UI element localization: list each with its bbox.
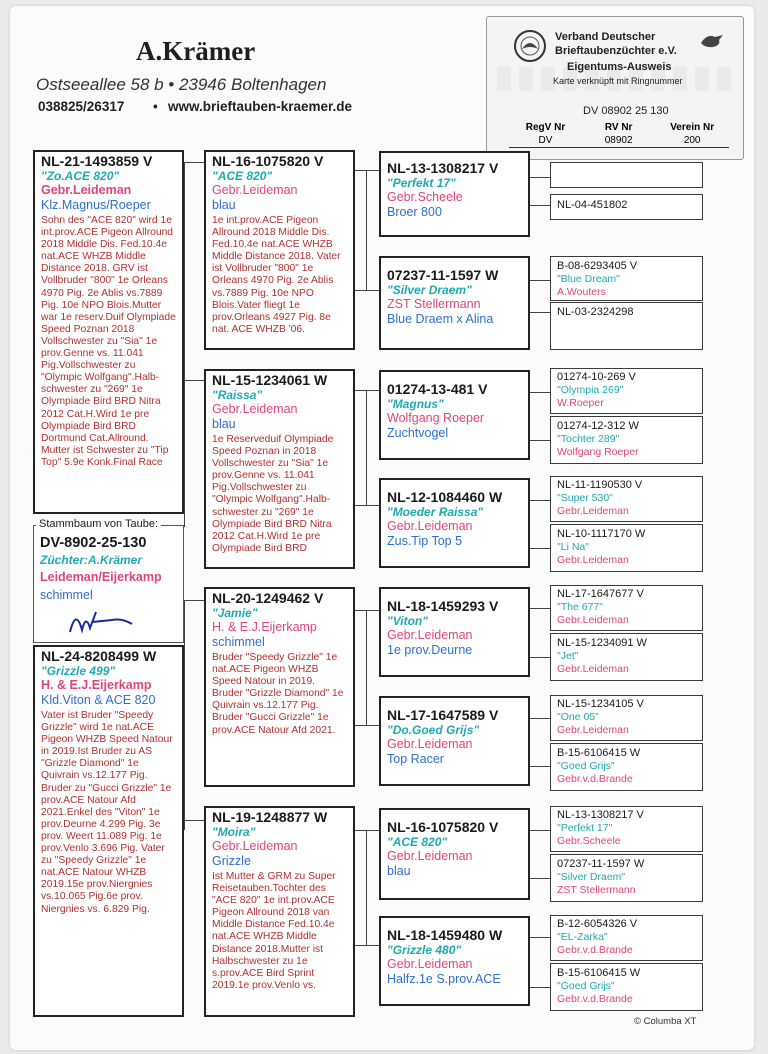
- card-org-line1: Verband Deutscher: [555, 31, 656, 43]
- gen4-ring: NL-03-2324298: [557, 306, 634, 318]
- gen4-name: "Jet": [557, 650, 579, 662]
- breeder-phone: 038825/26317: [38, 99, 125, 114]
- gen2-ring: NL-15-1234061 W: [212, 372, 328, 388]
- gen4-owner: Gebr.Leideman: [557, 663, 629, 675]
- gen3-color: Halfz.1e S.prov.ACE: [387, 972, 501, 986]
- gen3-owner: Gebr.Scheele: [387, 190, 463, 204]
- gen4-ring: NL-17-1647677 V: [557, 588, 644, 600]
- card-value-verein: 200: [655, 134, 729, 148]
- header-bullet: •: [153, 99, 158, 114]
- gen3-name: "Do.Goed Grijs": [387, 723, 480, 737]
- gen2-name: "Moira": [212, 825, 256, 839]
- gen2-card[interactable]: [204, 150, 355, 350]
- gen2-owner: Gebr.Leideman: [212, 402, 298, 416]
- gen3-ring: 07237-11-1597 W: [387, 267, 499, 283]
- gen3-name: "Perfekt 17": [387, 176, 456, 190]
- gen3-color: Broer 800: [387, 205, 442, 219]
- gen2-owner: Gebr.Leideman: [212, 839, 298, 853]
- gen3-ring: NL-18-1459480 W: [387, 927, 503, 943]
- gen3-name: "Moeder Raissa": [387, 505, 484, 519]
- gen4-card[interactable]: [550, 162, 703, 188]
- vdb-logo-icon: [513, 29, 547, 63]
- gen4-name: "Perfekt 17": [557, 822, 613, 834]
- gen3-card[interactable]: [379, 587, 530, 677]
- footer-copyright: © Columba XT: [634, 1016, 697, 1027]
- gen3-color: Top Racer: [387, 752, 444, 766]
- sire-owner: Gebr.Leideman: [41, 183, 132, 197]
- gen2-name: "Jamie": [212, 606, 258, 620]
- gen4-name: "Tochter 289": [557, 433, 620, 445]
- gen4-owner: Gebr.v.d.Brande: [557, 944, 633, 956]
- connector: [366, 390, 367, 505]
- gen4-name: "Li Na": [557, 541, 589, 553]
- gen4-name: "One 05": [557, 711, 599, 723]
- gen3-owner: Gebr.Leideman: [387, 737, 473, 751]
- connector: [366, 170, 367, 290]
- gen4-ring: 01274-12-312 W: [557, 420, 639, 432]
- gen3-owner: ZST Stellermann: [387, 297, 481, 311]
- gen3-card[interactable]: [379, 151, 530, 237]
- gen2-card[interactable]: [204, 369, 355, 569]
- pigeon-icon: [699, 31, 725, 51]
- card-value-rv: 08902: [582, 134, 655, 148]
- connector: [530, 205, 550, 206]
- gen3-card[interactable]: [379, 370, 530, 460]
- dam-ring: NL-24-8208499 W: [41, 648, 157, 664]
- gen4-ring: NL-13-1308217 V: [557, 809, 644, 821]
- dam-owner: H. & E.J.Eijerkamp: [41, 678, 152, 692]
- gen4-ring: B-12-6054326 V: [557, 918, 638, 930]
- gen4-owner: W.Roeper: [557, 397, 604, 409]
- gen4-name: "Super 530": [557, 492, 613, 504]
- gen4-card[interactable]: [550, 806, 703, 852]
- breeder-website[interactable]: www.brieftauben-kraemer.de: [168, 99, 353, 114]
- gen3-ring: 01274-13-481 V: [387, 381, 488, 397]
- gen4-card[interactable]: [550, 915, 703, 961]
- gen2-owner: Gebr.Leideman: [212, 183, 298, 197]
- connector: [530, 280, 550, 281]
- gen4-owner: Gebr.Leideman: [557, 724, 629, 736]
- gen4-ring: 07237-11-1597 W: [557, 858, 645, 870]
- dam-description: Vater ist Bruder "Speedy Grizzle" wird 1e nat.ACE Pigeon WHZB Speed Natour in 2019.Ist Bruder zu AS "Grizzle Diamond" 1e Quivrain vs.12.177 Pig. Bruder zu "Gucci Grizzle" 1e prov.ACE Natour Afd 2021.Enkel des "Viton" 1e prov.Deurne 4.299 Pig. 3e prov. Weert 11.089 Pig. 1e prov.Venlo 3.696 Pig. Vater zu "Speedy Grizzle" 1e nat.ACE Natour WHZB 2019.15e prov.Niergnies vs.10.065 Pig.6e prov. Niergnies vs. 6.829 Pig.: [41, 710, 173, 915]
- gen3-ring: NL-16-1075820 V: [387, 819, 499, 835]
- gen4-card[interactable]: [550, 585, 703, 631]
- gen3-name: "Grizzle 480": [387, 943, 462, 957]
- subject-ring: DV-8902-25-130: [40, 535, 147, 551]
- gen4-owner: Gebr.Leideman: [557, 505, 629, 517]
- dam-name: "Grizzle 499": [41, 664, 116, 678]
- gen2-card[interactable]: [204, 587, 355, 787]
- gen3-ring: NL-18-1459293 V: [387, 598, 499, 614]
- connector: [355, 170, 379, 171]
- gen2-card[interactable]: [204, 806, 355, 1017]
- gen4-ring: NL-11-1190530 V: [557, 479, 643, 491]
- gen4-ring: NL-15-1234091 W: [557, 637, 647, 649]
- gen4-name: "Goed Grijs": [557, 760, 615, 772]
- gen4-owner: Wolfgang Roeper: [557, 446, 639, 458]
- gen4-ring: NL-10-1117170 W: [557, 528, 646, 540]
- subject-caption: Stammbaum von Taube:: [36, 518, 161, 530]
- card-value-regv: DV: [509, 134, 582, 148]
- gen4-name: "Blue Dream": [557, 273, 620, 285]
- gen4-card[interactable]: [550, 963, 703, 1011]
- gen4-ring: NL-15-1234105 V: [557, 698, 644, 710]
- gen4-card[interactable]: [550, 302, 703, 350]
- breeder-address: Ostseeallee 58 b • 23946 Boltenhagen: [36, 75, 327, 94]
- dam-color: Kld.Viton & ACE 820: [41, 693, 156, 707]
- gen4-card[interactable]: [550, 416, 703, 464]
- connector: [184, 600, 204, 601]
- connector: [355, 390, 379, 391]
- connector: [366, 830, 367, 945]
- gen4-owner: Gebr.v.d.Brande: [557, 993, 633, 1005]
- card-org-line2: Brieftaubenzüchter e.V.: [555, 45, 677, 57]
- gen4-name: "EL-Zarka": [557, 931, 608, 943]
- gen4-owner: A.Wouters: [557, 286, 606, 298]
- gen3-color: Zuchtvogel: [387, 426, 449, 440]
- connector: [355, 725, 379, 726]
- card-header-regv: RegV Nr: [525, 122, 566, 133]
- connector: [530, 177, 550, 178]
- connector: [184, 162, 185, 527]
- gen4-card[interactable]: [550, 476, 703, 522]
- connector: [530, 608, 550, 609]
- subject-card[interactable]: [33, 525, 184, 643]
- gen4-name: "The 677": [557, 601, 603, 613]
- gen4-card[interactable]: [550, 524, 703, 572]
- card-subtitle: Karte verknüpft mit Ringnummer: [553, 76, 683, 86]
- gen4-ring: B-15-6106415 W: [557, 967, 641, 979]
- gen3-card[interactable]: [379, 916, 530, 1006]
- connector: [184, 600, 185, 830]
- gen4-owner: ZST Stellermann: [557, 884, 636, 896]
- gen4-ring: 01274-10-269 V: [557, 371, 636, 383]
- gen2-color: Grizzle: [212, 854, 251, 868]
- gen3-owner: Gebr.Leideman: [387, 628, 473, 642]
- breeder-name: A.Krämer: [136, 36, 256, 66]
- connector: [184, 162, 204, 163]
- gen4-card[interactable]: [550, 368, 703, 414]
- gen2-description: Bruder "Speedy Grizzle" 1e nat.ACE Pigeon WHZB Speed Natour in 2019. Bruder "Grizzle Diamond" 1e Quivrain vs.12.177 Pig. Bruder "Gucci Grizzle" 1e prov.ACE Natour Afd 2021.: [212, 652, 344, 736]
- gen3-owner: Gebr.Leideman: [387, 957, 473, 971]
- gen2-name: "Raissa": [212, 388, 263, 402]
- sire-name: "Zo.ACE 820": [41, 169, 120, 183]
- gen2-ring: NL-19-1248877 W: [212, 809, 328, 825]
- sire-color: Klz.Magnus/Roeper: [41, 198, 151, 212]
- connector: [530, 440, 550, 441]
- ownership-card: [486, 16, 744, 160]
- gen4-ring: NL-04-451802: [557, 199, 628, 211]
- connector: [355, 830, 379, 831]
- connector: [530, 548, 550, 549]
- gen4-owner: Gebr.v.d.Brande: [557, 773, 633, 785]
- gen4-ring: B-15-6106415 W: [557, 747, 641, 759]
- connector: [530, 718, 550, 719]
- gen2-color: blau: [212, 417, 236, 431]
- gen2-ring: NL-16-1075820 V: [212, 153, 324, 169]
- gen4-card[interactable]: [550, 743, 703, 791]
- gen3-name: "Silver Draem": [387, 283, 472, 297]
- connector: [530, 937, 550, 938]
- connector: [530, 657, 550, 658]
- gen3-name: "Magnus": [387, 397, 444, 411]
- gen4-owner: Gebr.Leideman: [557, 614, 629, 626]
- gen4-owner: Gebr.Leideman: [557, 554, 629, 566]
- gen4-card[interactable]: [550, 256, 703, 301]
- gen4-card[interactable]: [550, 633, 703, 681]
- gen4-name: "Silver Draem": [557, 871, 626, 883]
- gen3-name: "Viton": [387, 614, 428, 628]
- card-header-verein: Verein Nr: [670, 122, 715, 133]
- connector: [530, 830, 550, 831]
- connector: [530, 878, 550, 879]
- gen3-card[interactable]: [379, 478, 530, 568]
- gen3-ring: NL-13-1308217 V: [387, 160, 499, 176]
- connector: [366, 610, 367, 725]
- connector: [530, 500, 550, 501]
- gen3-color: blau: [387, 864, 411, 878]
- gen4-card[interactable]: [550, 194, 703, 220]
- gen4-owner: Gebr.Scheele: [557, 835, 621, 847]
- card-table: [509, 121, 729, 148]
- connector: [355, 945, 379, 946]
- gen4-name: "Goed Grijs": [557, 980, 615, 992]
- subject-breeder: Züchter:A.Krämer: [40, 553, 143, 567]
- connector: [530, 987, 550, 988]
- dam-card[interactable]: [33, 645, 184, 1017]
- gen2-name: "ACE 820": [212, 169, 273, 183]
- gen3-color: 1e prov.Deurne: [387, 643, 473, 657]
- gen2-description: 1e int.prov.ACE Pigeon Allround 2018 Middle Dis. Fed.10.4e nat.ACE WHZB Middle Distance 2018. Vater ist Vollbruder "800" 1e Orleans 4970 Pig. 2e Ablis vs.7889 Pig. 10e NPO Blois.Vater fliegt 1e prov.Orleans 4927 Pig. 8e nat. ACE WHZB '06.: [212, 215, 341, 335]
- gen2-color: schimmel: [212, 635, 265, 649]
- connector: [355, 505, 379, 506]
- card-header-rv: RV Nr: [604, 122, 633, 133]
- gen4-ring: B-08-6293405 V: [557, 260, 638, 272]
- gen3-color: Zus.Tip Top 5: [387, 534, 463, 548]
- gen3-owner: Wolfgang Roeper: [387, 411, 485, 425]
- card-title: Eigentums-Ausweis: [567, 61, 672, 73]
- sire-ring: NL-21-1493859 V: [41, 153, 153, 169]
- card-ring-number: DV 08902 25 130: [583, 105, 669, 117]
- subject-owner: Leideman/Eijerkamp: [40, 570, 162, 584]
- gen2-color: blau: [212, 198, 236, 212]
- gen2-description: 1e Reserveduif Olympiade Speed Poznan in 2018 Vollschwester zu "Sia" 1e prov.Genne vs. 11.041 Pig.Vollschwester zu "Olympic Wolfgang".Halb-schwester zu "269" 1e Olympiade Bird BRD Nitra 2012 Cat.H.Wird 1e pre Olympiade Bird BRD: [212, 434, 334, 554]
- gen3-ring: NL-12-1084460 W: [387, 489, 503, 505]
- gen3-ring: NL-17-1647589 V: [387, 707, 499, 723]
- signature-icon: [62, 604, 142, 638]
- subject-color: schimmel: [40, 588, 93, 602]
- connector: [355, 610, 379, 611]
- gen4-name: "Olympia 269": [557, 384, 624, 396]
- connector: [530, 766, 550, 767]
- gen3-card[interactable]: [379, 808, 530, 900]
- connector: [355, 290, 379, 291]
- gen2-ring: NL-20-1249462 V: [212, 590, 324, 606]
- sire-card[interactable]: [33, 150, 184, 514]
- connector: [184, 820, 204, 821]
- gen2-owner: H. & E.J.Eijerkamp: [212, 620, 317, 634]
- connector: [530, 392, 550, 393]
- connector: [530, 312, 550, 313]
- gen3-card[interactable]: [379, 696, 530, 786]
- sire-description: Sohn des "ACE 820" wird 1e int.prov.ACE Pigeon Allround 2018 Middle Dis. Fed.10.4e nat.ACE WHZB Middle Distance 2018. GRV ist Vollbruder "800" 1e Orleans 4970 Pig. 2e Ablis vs.7889 Pig. 10e NPO Blois.Mutter war 1e reserv.Duif Olympiade Speed Poznan 2018 Vollschwester zu "Sia" 1e prov.Genne vs. 11.041 Pig.Vollschwester zu "Olympic Wolfgang".Halb-schwester zu "269" 1e Olympiade Bird BRD Nitra 2012 Cat.H.Wird 1e pre Olympiade Bird BRD Dortmund Cat.Allround. Mutter ist Schwester zu "Tip Top" 5.9e Konk.Final Race: [41, 215, 176, 468]
- gen2-description: Ist Mutter & GRM zu Super Reisetauben.Tochter des "ACE 820" 1e int.prov.ACE Pigeon Allround 2018 van Middle Distance Fed.10.4e nat.ACE WHZB Middle Distance 2018.Mutter ist Halbschwester zu 1e s.prov.ACE Bird Sprint 2019.1e prov.Venlo vs.: [212, 871, 336, 991]
- gen3-owner: Gebr.Leideman: [387, 519, 473, 533]
- connector: [184, 380, 204, 381]
- gen3-owner: Gebr.Leideman: [387, 849, 473, 863]
- gen3-color: Blue Draem x Alina: [387, 312, 494, 326]
- gen4-card[interactable]: [550, 695, 703, 741]
- gen3-card[interactable]: [379, 256, 530, 350]
- gen4-card[interactable]: [550, 854, 703, 902]
- gen3-name: "ACE 820": [387, 835, 448, 849]
